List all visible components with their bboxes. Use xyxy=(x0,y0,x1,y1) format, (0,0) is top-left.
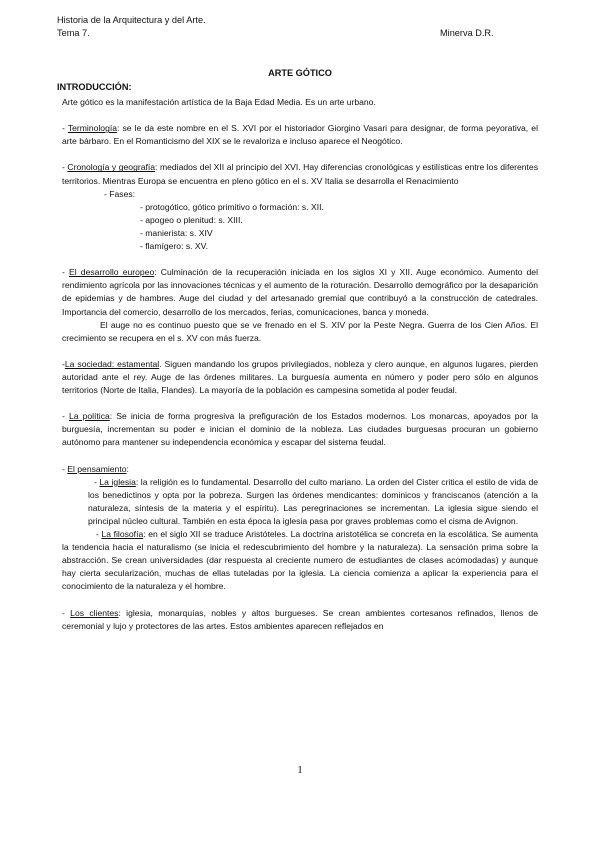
fase-item: - protogótico, gótico primitivo o formación: s. XII. xyxy=(140,201,324,212)
header-course: Historia de la Arquitectura y del Arte. xyxy=(57,15,206,25)
cronologia-paragraph: - Cronología y geografía: mediados del XII al principio del XVI. Hay diferencias cronológicas y estilísticas entre los diferentes territorios. Mientras Europa se encuentra en pleno gótico en el s. XV Italia se desarrolla el Renacimiento xyxy=(62,162,538,186)
fase-item: - flamígero: s. XV. xyxy=(140,241,208,252)
desarrollo-text: : Culminación de la recuperación iniciada en los siglos XI y XII. Auge económico. Aumento del rendimiento agrícola por las innovaciones técnicas y el aumento de la roturación. Desarrollo demográfico por la desaparición de epidemias y de hambres. Auge del ciudad y del artesanado gremial que contribuyó a la construcción de catedrales. Importancia del comercio, desarrollo de los mercados, ferias, comunicaciones, banca y moneda. xyxy=(62,267,538,317)
terminologia-label: Terminología xyxy=(67,123,118,134)
sociedad-paragraph: -La sociedad: estamental. Siguen mandando los grupos privilegiados, nobleza y clero aunque, en algunos lugares, pierden autoridad ante el rey. Auge de las órdenes militares. La burguesía aumenta en número y poder pero sólo en algunos territorios (Norte de Italia, Flandes). La mayoría de la población es campesina sometida al poder feudal. xyxy=(62,358,538,396)
clientes-paragraph: - Los clientes: iglesia, monarquías, nobles y altos burgueses. Se crean ambientes cortesanos refinados, llenos de ceremonial y lujo y protectores de las artes. Estos ambientes aparecen reflejados en xyxy=(62,607,538,631)
politica-label: La política xyxy=(68,411,110,422)
page-title: ARTE GÓTICO xyxy=(268,68,332,78)
intro-heading: INTRODUCCIÓN: xyxy=(57,82,132,92)
iglesia-text: : la religión es lo fundamental. Desarrollo del culto mariano. La orden del Cister critica el estilo de vida de los benedictinos y opta por la pobreza. Surgen las órdenes mendicantes: dominicos y franciscanos (atención a la naturaleza, síntesis de la materia y el espíritu). Las peregrinaciones se incrementan. La iglesia sigue siendo el principal núcleo cultural. También en esta época la iglesia pasa por graves problemas como el cisma de Avignon. xyxy=(88,476,539,526)
fase-item: - manierista: s. XIV xyxy=(140,227,213,238)
fases-label: - Fases: xyxy=(104,188,136,199)
sociedad-label: La sociedad: estamental xyxy=(64,358,160,369)
desarrollo-paragraph-2: El auge no es continuo puesto que se ve frenado en el S. XIV por la Peste Negra. Guerra de los Cien Años. El crecimiento se recupera en el s. XV con más fuerza. xyxy=(62,319,538,343)
cronologia-label: Cronología y geografía xyxy=(67,162,156,173)
clientes-text: : iglesia, monarquías, nobles y altos burgueses. Se crean ambientes cortesanos refinados, llenos de ceremonial y lujo y protectores de las artes. Estos ambientes aparecen reflejados en xyxy=(62,607,538,631)
pensamiento-label: El pensamiento xyxy=(67,463,127,474)
politica-paragraph: - La política: Se inicia de forma progresiva la prefiguración de los Estados modernos. Los monarcas, apoyados por la burguesía, incrementan su poder e inician el dominio de la nobleza. Las ciudades burguesas procuran un gobierno autónomo para mantener su independencia económica y escapar del sistema feudal. xyxy=(62,411,538,448)
page-number: 1 xyxy=(297,764,303,776)
iglesia-paragraph: - La iglesia: la religión es lo fundamental. Desarrollo del culto mariano. La orden del Cister critica el estilo de vida de los benedictinos y opta por la pobreza. Surgen las órdenes mendicantes: dominicos y franciscanos (atención a la naturaleza, síntesis de la materia y el espíritu). Las peregrinaciones se incrementan. La iglesia sigue siendo el principal núcleo cultural. También en esta época la iglesia pasa por graves problemas como el cisma de Avignon. xyxy=(88,476,539,526)
terminologia-paragraph: - Terminología: se le da este nombre en el S. XVI por el historiador Giorgino Vasari para designar, de forma peyorativa, el arte bárbaro. En el Romanticismo del XIX se le revaloriza e incluso aparece el Neogótico. xyxy=(62,123,538,147)
politica-text: : Se inicia de forma progresiva la prefiguración de los Estados modernos. Los monarcas, apoyados por la burguesía, incrementan su poder e inician el dominio de la nobleza. Las ciudades burguesas procuran un gobierno autónomo para mantener su independencia económica y escapar del sistema feudal. xyxy=(62,411,538,448)
document-body xyxy=(62,96,538,633)
header-topic: Tema 7. xyxy=(57,28,90,38)
filosofia-paragraph: - La filosofía: en el siglo XII se traduce Aristóteles. La doctrina aristotélica se concreta en la escolática. Se aumenta la tendencia hacia el naturalismo (se inicia el redescubrimiento del hombre y la naturaleza). La sensación prima sobre la abstracción. Se crean universidades (dar respuesta al creciente numero de estudiantes de clases acomodadas) y aunque hay cierta secularización, muchas de ellas tuteladas por la iglesia. La ciencia comienza a aplicar la experiencia para el conocimiento de la naturaleza y el hombre. xyxy=(62,529,539,592)
filosofia-text: : en el siglo XII se traduce Aristóteles. La doctrina aristotélica se concreta en la escolática. Se aumenta la tendencia hacia el naturalismo (se inicia el redescubrimiento del hombre y la naturaleza). La sensación prima sobre la abstracción. Se crean universidades (dar respuesta al creciente numero de estudiantes de clases acomodadas) y aunque hay cierta secularización, muchas de ellas tuteladas por la iglesia. La ciencia comienza a aplicar la experiencia para el conocimiento de la naturaleza y el hombre. xyxy=(62,529,539,592)
clientes-label: Los clientes xyxy=(70,607,119,618)
filosofia-label: La filosofía xyxy=(101,529,144,540)
desarrollo-paragraph: - El desarrollo europeo: Culminación de la recuperación iniciada en los siglos XI y XII. Auge económico. Aumento del rendimiento agrícola por las innovaciones técnicas y el aumento de la roturación. Desarrollo demográfico por la desaparición de epidemias y de hambres. Auge del ciudad y del artesanado gremial que contribuyó a la construcción de catedrales. Importancia del comercio, desarrollo de los mercados, ferias, comunicaciones, banca y moneda. xyxy=(62,267,538,317)
sociedad-text: . Siguen mandando los grupos privilegiados, nobleza y clero aunque, en algunos lugares, pierden autoridad ante el rey. Auge de las órdenes militares. La burguesía aumenta en número y poder pero sólo en algunos territorios (Norte de Italia, Flandes). La mayoría de la población es campesina sometida al poder feudal. xyxy=(62,358,538,396)
cronologia-text: : mediados del XII al principio del XVI. Hay diferencias cronológicas y estilísticas entre los diferentes territorios. Mientras Europa se encuentra en pleno gótico en el s. XV Italia se desarrolla el Renacimiento xyxy=(62,162,538,186)
terminologia-text: : se le da este nombre en el S. XVI por el historiador Giorgino Vasari para designar, de forma peyorativa, el arte bárbaro. En el Romanticismo del XIX se le revaloriza e incluso aparece el Neogótico. xyxy=(62,123,538,147)
intro-paragraph: Arte gótico es la manifestación artística de la Baja Edad Media. Es un arte urbano. xyxy=(62,97,376,107)
fase-item: - apogeo o plenitud: s. XIII. xyxy=(140,214,243,225)
pensamiento-heading: - El pensamiento: xyxy=(62,463,129,474)
iglesia-label: La iglesia xyxy=(99,476,136,487)
desarrollo-label: El desarrollo europeo xyxy=(69,267,155,278)
header-author: Minerva D.R. xyxy=(440,28,494,38)
